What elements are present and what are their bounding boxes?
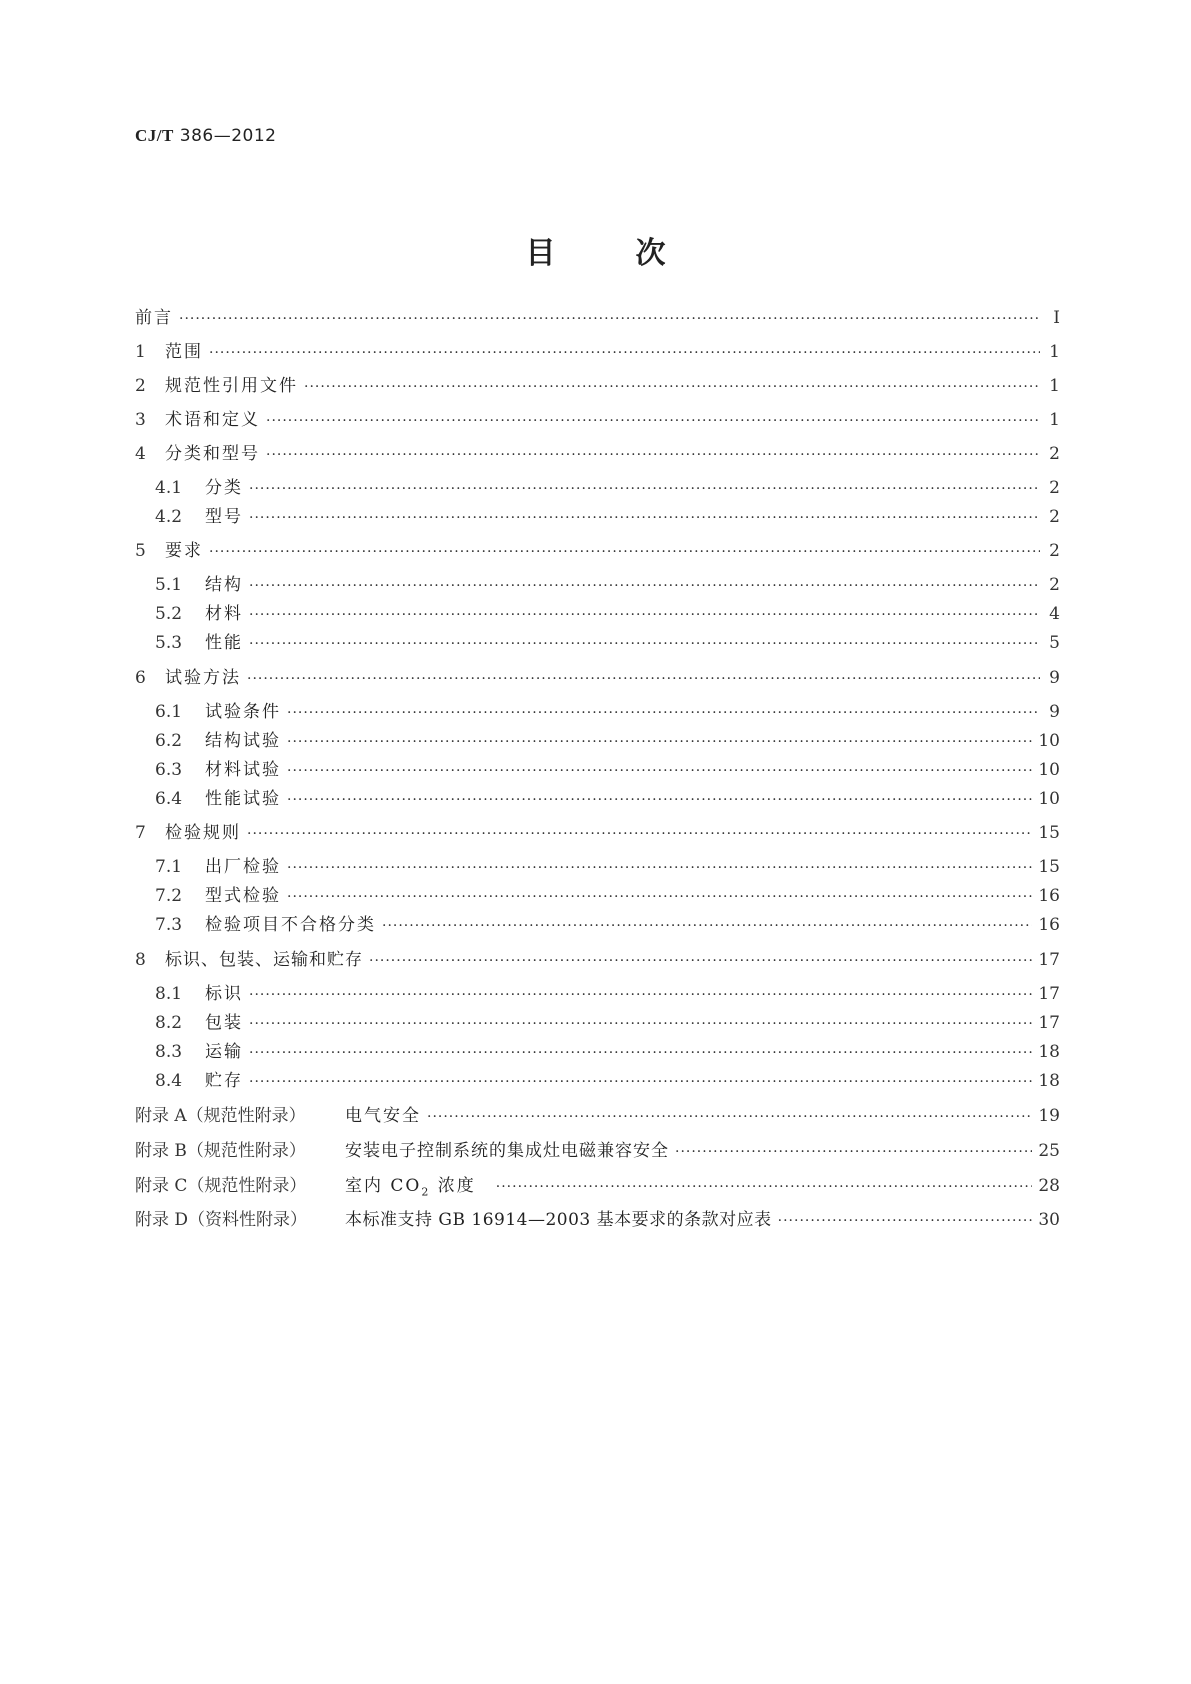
toc-page: 2	[1049, 507, 1060, 527]
leader-dots	[369, 949, 1032, 973]
toc-row[interactable]	[155, 855, 1060, 879]
toc-label: 性能	[205, 633, 243, 653]
toc-page: 17	[1038, 950, 1060, 970]
toc-number: 4	[135, 444, 146, 464]
toc-page: 15	[1038, 857, 1060, 877]
toc-number: 2	[135, 376, 146, 396]
toc-row[interactable]	[135, 1208, 1060, 1232]
toc-label: 规范性引用文件	[165, 376, 298, 396]
page-title	[0, 228, 1191, 272]
leader-dots	[287, 730, 1032, 754]
leader-dots	[496, 1175, 1033, 1199]
toc-row[interactable]	[135, 442, 1060, 466]
leader-dots	[266, 443, 1040, 467]
toc-row[interactable]	[155, 505, 1060, 529]
leader-dots	[675, 1140, 1032, 1164]
toc-row[interactable]	[155, 602, 1060, 626]
toc-number: 附录 B（规范性附录）	[135, 1141, 306, 1161]
toc-row[interactable]	[155, 573, 1060, 597]
toc-page: 17	[1038, 1013, 1060, 1033]
toc-row[interactable]	[135, 374, 1060, 398]
leader-dots	[287, 788, 1032, 812]
toc-number: 6.1	[155, 702, 183, 722]
leader-dots	[249, 1041, 1032, 1065]
toc-label: 贮存	[205, 1071, 243, 1091]
toc-label: 试验条件	[205, 702, 281, 722]
toc-row[interactable]	[155, 729, 1060, 753]
title-char-2: 次	[635, 236, 666, 271]
standard-prefix: CJ/T	[135, 126, 174, 145]
toc-row[interactable]	[135, 1174, 1060, 1198]
toc-page: 1	[1049, 376, 1060, 396]
toc-page: 2	[1049, 478, 1060, 498]
toc-page: 28	[1038, 1176, 1060, 1196]
toc-page: 2	[1049, 541, 1060, 561]
toc-row[interactable]	[155, 982, 1060, 1006]
toc-row[interactable]	[155, 913, 1060, 937]
toc-label: 本标准支持 GB 16914—2003 基本要求的条款对应表	[345, 1210, 772, 1230]
leader-dots	[249, 632, 1040, 656]
toc-number: 4.2	[155, 507, 183, 527]
toc-page: 10	[1038, 760, 1060, 780]
toc-page: 30	[1038, 1210, 1060, 1230]
toc-number: 5	[135, 541, 146, 561]
toc-number: 7.1	[155, 857, 183, 877]
toc-label: 材料试验	[205, 760, 281, 780]
toc-number: 6	[135, 668, 146, 688]
toc-label: 检验项目不合格分类	[205, 915, 376, 935]
toc-row[interactable]	[135, 408, 1060, 432]
toc-number: 4.1	[155, 478, 183, 498]
leader-dots	[209, 341, 1040, 365]
leader-dots	[249, 983, 1032, 1007]
toc-label: 型号	[205, 507, 243, 527]
toc-page: 1	[1049, 342, 1060, 362]
leader-dots	[266, 409, 1040, 433]
toc-page: 4	[1049, 604, 1060, 624]
toc-row[interactable]	[155, 1011, 1060, 1035]
toc-label: 术语和定义	[165, 410, 260, 430]
leader-dots	[249, 603, 1040, 627]
toc-row[interactable]	[135, 1139, 1060, 1163]
toc-number: 8.4	[155, 1071, 183, 1091]
toc-row[interactable]	[155, 1040, 1060, 1064]
leader-dots	[179, 307, 1040, 331]
toc-label-subscript: 2	[421, 1185, 431, 1199]
toc-number: 3	[135, 410, 146, 430]
toc-label: 检验规则	[165, 823, 241, 843]
leader-dots	[427, 1105, 1032, 1129]
toc-number: 8.2	[155, 1013, 183, 1033]
toc-number: 1	[135, 342, 146, 362]
leader-dots	[249, 574, 1040, 598]
toc-page: 15	[1038, 823, 1060, 843]
leader-dots	[249, 477, 1040, 501]
toc-label: 安装电子控制系统的集成灶电磁兼容安全	[345, 1141, 669, 1161]
toc-page: 9	[1049, 668, 1060, 688]
toc-row[interactable]	[135, 306, 1060, 330]
toc-label: 标识	[205, 984, 243, 1004]
toc-row[interactable]	[155, 884, 1060, 908]
toc-row[interactable]	[135, 1104, 1060, 1128]
toc-number: 6.3	[155, 760, 183, 780]
toc-label: 要求	[165, 541, 203, 561]
toc-page: 16	[1038, 886, 1060, 906]
toc-number: 6.4	[155, 789, 183, 809]
standard-code	[135, 126, 276, 146]
toc-label: 出厂检验	[205, 857, 281, 877]
toc-label: 范围	[165, 342, 203, 362]
toc-page: 2	[1049, 444, 1060, 464]
toc-label: 标识、包装、运输和贮存	[165, 950, 363, 970]
toc-page: 1	[1049, 410, 1060, 430]
toc-row[interactable]	[135, 948, 1060, 972]
toc-number: 8.3	[155, 1042, 183, 1062]
leader-dots	[209, 540, 1040, 564]
toc-label: 结构试验	[205, 731, 281, 751]
leader-dots	[247, 822, 1032, 846]
leader-dots	[249, 1070, 1032, 1094]
toc-label: 试验方法	[165, 668, 241, 688]
toc-number: 5.1	[155, 575, 183, 595]
toc-label: 运输	[205, 1042, 243, 1062]
toc-page: 16	[1038, 915, 1060, 935]
toc-label-main: 室内 CO	[345, 1176, 422, 1196]
toc-number: 7.3	[155, 915, 183, 935]
toc-number: 附录 C（规范性附录）	[135, 1176, 307, 1196]
toc-label: 包装	[205, 1013, 243, 1033]
toc-number: 7	[135, 823, 146, 843]
toc-row[interactable]	[155, 700, 1060, 724]
toc-row[interactable]	[155, 476, 1060, 500]
toc-label: 分类和型号	[165, 444, 260, 464]
toc-row[interactable]	[155, 758, 1060, 782]
toc-page: 25	[1038, 1141, 1060, 1161]
leader-dots	[249, 1012, 1032, 1036]
toc-label: 型式检验	[205, 886, 281, 906]
toc-row[interactable]	[135, 340, 1060, 364]
toc-number: 附录 A（规范性附录）	[135, 1106, 306, 1126]
toc-row[interactable]	[135, 539, 1060, 563]
leader-dots	[304, 375, 1040, 399]
toc-row[interactable]	[155, 787, 1060, 811]
toc-number: 8.1	[155, 984, 183, 1004]
toc-page: 10	[1038, 789, 1060, 809]
leader-dots	[249, 506, 1040, 530]
standard-number: 386—2012	[179, 126, 277, 146]
title-char-1: 目	[525, 236, 556, 271]
toc-number: 附录 D（资料性附录）	[135, 1210, 308, 1230]
toc-page: Ⅰ	[1053, 308, 1060, 328]
toc-row[interactable]	[135, 666, 1060, 690]
leader-dots	[287, 759, 1032, 783]
leader-dots	[287, 856, 1032, 880]
toc-row[interactable]	[155, 1069, 1060, 1093]
toc-label: 结构	[205, 575, 243, 595]
toc-number: 5.2	[155, 604, 183, 624]
toc-number: 7.2	[155, 886, 183, 906]
leader-dots	[247, 667, 1040, 691]
toc-number: 6.2	[155, 731, 183, 751]
toc-page: 18	[1038, 1042, 1060, 1062]
leader-dots	[778, 1209, 1033, 1233]
leader-dots	[287, 701, 1040, 725]
toc-page: 18	[1038, 1071, 1060, 1091]
toc-page: 10	[1038, 731, 1060, 751]
toc-label	[345, 1174, 476, 1204]
toc-page: 17	[1038, 984, 1060, 1004]
toc-label: 性能试验	[205, 789, 281, 809]
toc-page: 5	[1049, 633, 1060, 653]
toc-page: 19	[1038, 1106, 1060, 1126]
toc-page: 2	[1049, 575, 1060, 595]
toc-number: 8	[135, 950, 146, 970]
toc-label: 材料	[205, 604, 243, 624]
toc-label: 电气安全	[345, 1106, 421, 1126]
toc-row[interactable]	[155, 631, 1060, 655]
toc-label: 分类	[205, 478, 243, 498]
leader-dots	[382, 914, 1032, 938]
toc-page: 9	[1049, 702, 1060, 722]
toc-row[interactable]	[135, 821, 1060, 845]
leader-dots	[287, 885, 1032, 909]
toc-number: 5.3	[155, 633, 183, 653]
toc-label: 前言	[135, 308, 173, 328]
toc-label-tail: 浓度	[430, 1176, 476, 1196]
